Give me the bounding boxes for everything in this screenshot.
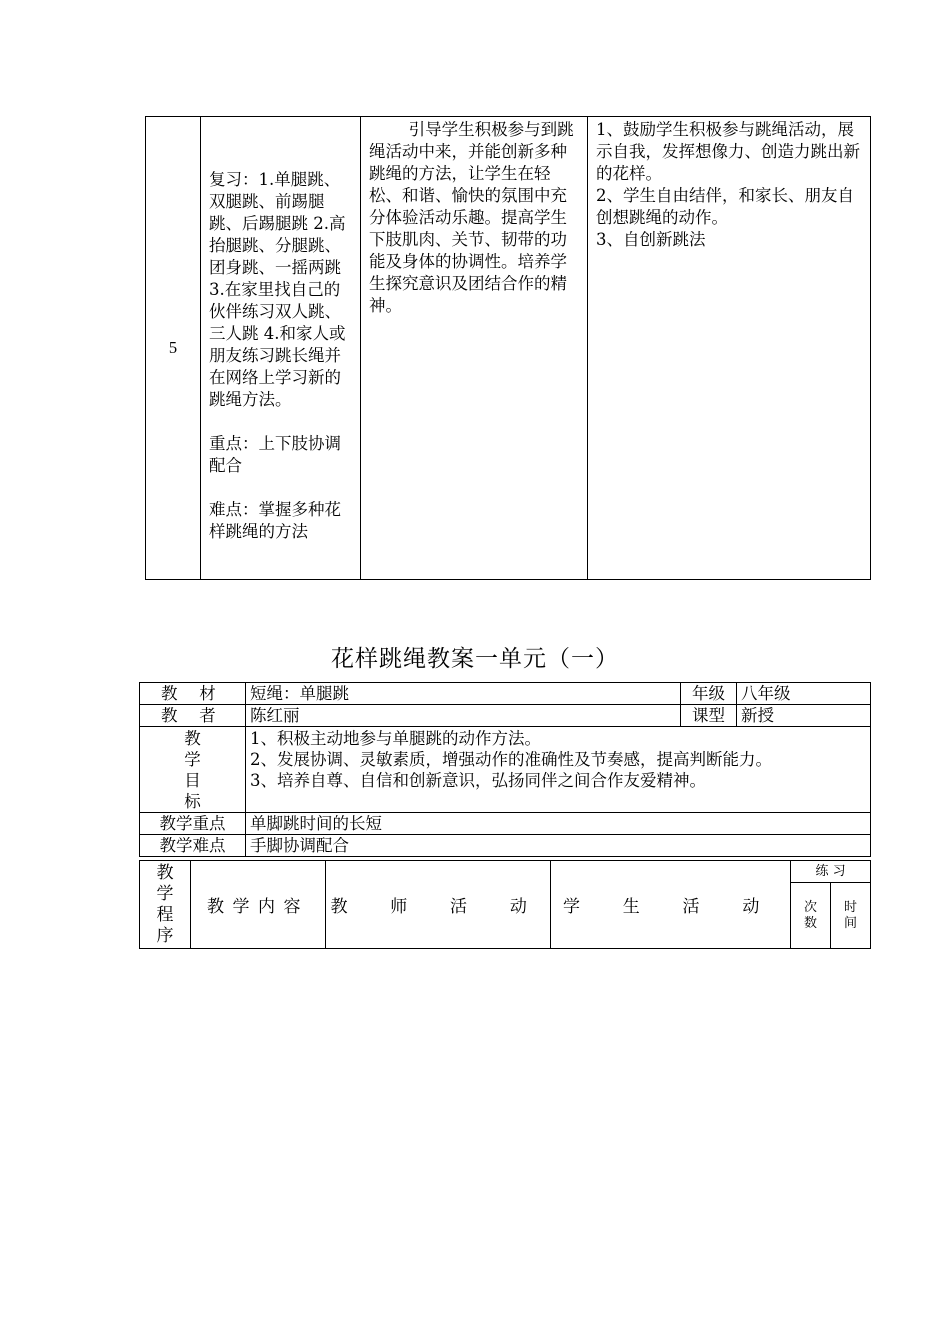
grade-label: 年级 [681, 683, 737, 705]
key-point-text: 重点：上下肢协调配合 [209, 434, 341, 475]
page-title: 花样跳绳教案一单元（一） [331, 646, 619, 672]
practice-header: 练 习 [791, 861, 871, 883]
duration-header-char: 时 [844, 899, 858, 915]
duration-header [831, 883, 871, 949]
content-header: 教学内容 [191, 861, 326, 949]
key-label: 教学重点 [140, 813, 246, 835]
student-activity-item: 1、鼓励学生积极参与跳绳活动，展示自我，发挥想像力、创造力跳出新的花样。 [596, 120, 860, 183]
times-header-char: 数 [803, 915, 817, 931]
procedure-label [140, 861, 191, 949]
goal-item: 2、发展协调、灵敏素质，增强动作的准确性及节奏感，提高判断能力。 [250, 750, 772, 769]
teacher-activity-header: 教 师 活 动 [326, 861, 551, 949]
student-activity-item: 3、自创新跳法 [596, 230, 706, 249]
grade-value: 八年级 [737, 683, 871, 705]
lesson-info-table [139, 682, 871, 857]
procedure-label-char: 学 [156, 883, 174, 904]
difficulty-label: 教学难点 [140, 835, 246, 857]
student-activity-cell [588, 117, 871, 580]
content-cell [201, 117, 361, 580]
key-value: 单脚跳时间的长短 [246, 813, 871, 835]
goals-label-char: 目 [184, 770, 201, 790]
lesson-number: 5 [146, 117, 201, 580]
procedure-label-char: 教 [156, 862, 174, 883]
table-row [140, 835, 871, 857]
duration-header-char: 间 [844, 915, 858, 931]
material-value: 短绳：单腿跳 [246, 683, 681, 705]
goals-label-char: 标 [184, 791, 201, 811]
student-activity-header: 学 生 活 动 [551, 861, 791, 949]
goals-value [246, 727, 871, 813]
difficulty-text: 难点：掌握多种花样跳绳的方法 [209, 500, 341, 541]
goals-label [140, 727, 246, 813]
procedure-label-char: 序 [156, 925, 174, 946]
difficulty-value: 手脚协调配合 [246, 835, 871, 857]
goal-item: 1、积极主动地参与单腿跳的动作方法。 [250, 729, 541, 748]
type-label: 课型 [681, 705, 737, 727]
table-row [140, 727, 871, 813]
goals-label-char: 教 [184, 728, 201, 748]
teacher-label: 教 者 [140, 705, 246, 727]
student-activity-item: 2、学生自由结伴，和家长、朋友自创想跳绳的动作。 [596, 186, 854, 227]
procedure-header-table [139, 860, 871, 949]
teacher-activity-cell [361, 117, 588, 580]
table-row [140, 683, 871, 705]
table-row [140, 705, 871, 727]
lesson-continuation-table [145, 116, 871, 580]
goal-item: 3、培养自尊、自信和创新意识，弘扬同伴之间合作友爱精神。 [250, 771, 706, 790]
material-label: 教 材 [140, 683, 246, 705]
times-header [791, 883, 831, 949]
teacher-activity-text: 引导学生积极参与到跳绳活动中来，并能创新多种跳绳的方法，让学生在轻松、和谐、愉快的氛围中充分体验活动乐趣。提高学生下肢肌肉、关节、韧带的功能及身体的协调性。培养学生探究意识及团结合作的精神。 [369, 120, 574, 315]
review-text: 复习：1.单腿跳、双腿跳、前踢腿跳、后踢腿跳 2.高抬腿跳、分腿跳、团身跳、一摇两跳 3.在家里找自己的伙伴练习双人跳、三人跳 4.和家人或朋友练习跳长绳并在网络上学习新的跳绳方法。 [209, 170, 346, 409]
table-row [140, 813, 871, 835]
goals-label-char: 学 [184, 749, 201, 769]
table-row [146, 117, 871, 580]
type-value: 新授 [737, 705, 871, 727]
times-header-char: 次 [803, 899, 817, 915]
procedure-label-char: 程 [156, 904, 174, 925]
table-row [140, 861, 871, 883]
teacher-value: 陈红丽 [246, 705, 681, 727]
